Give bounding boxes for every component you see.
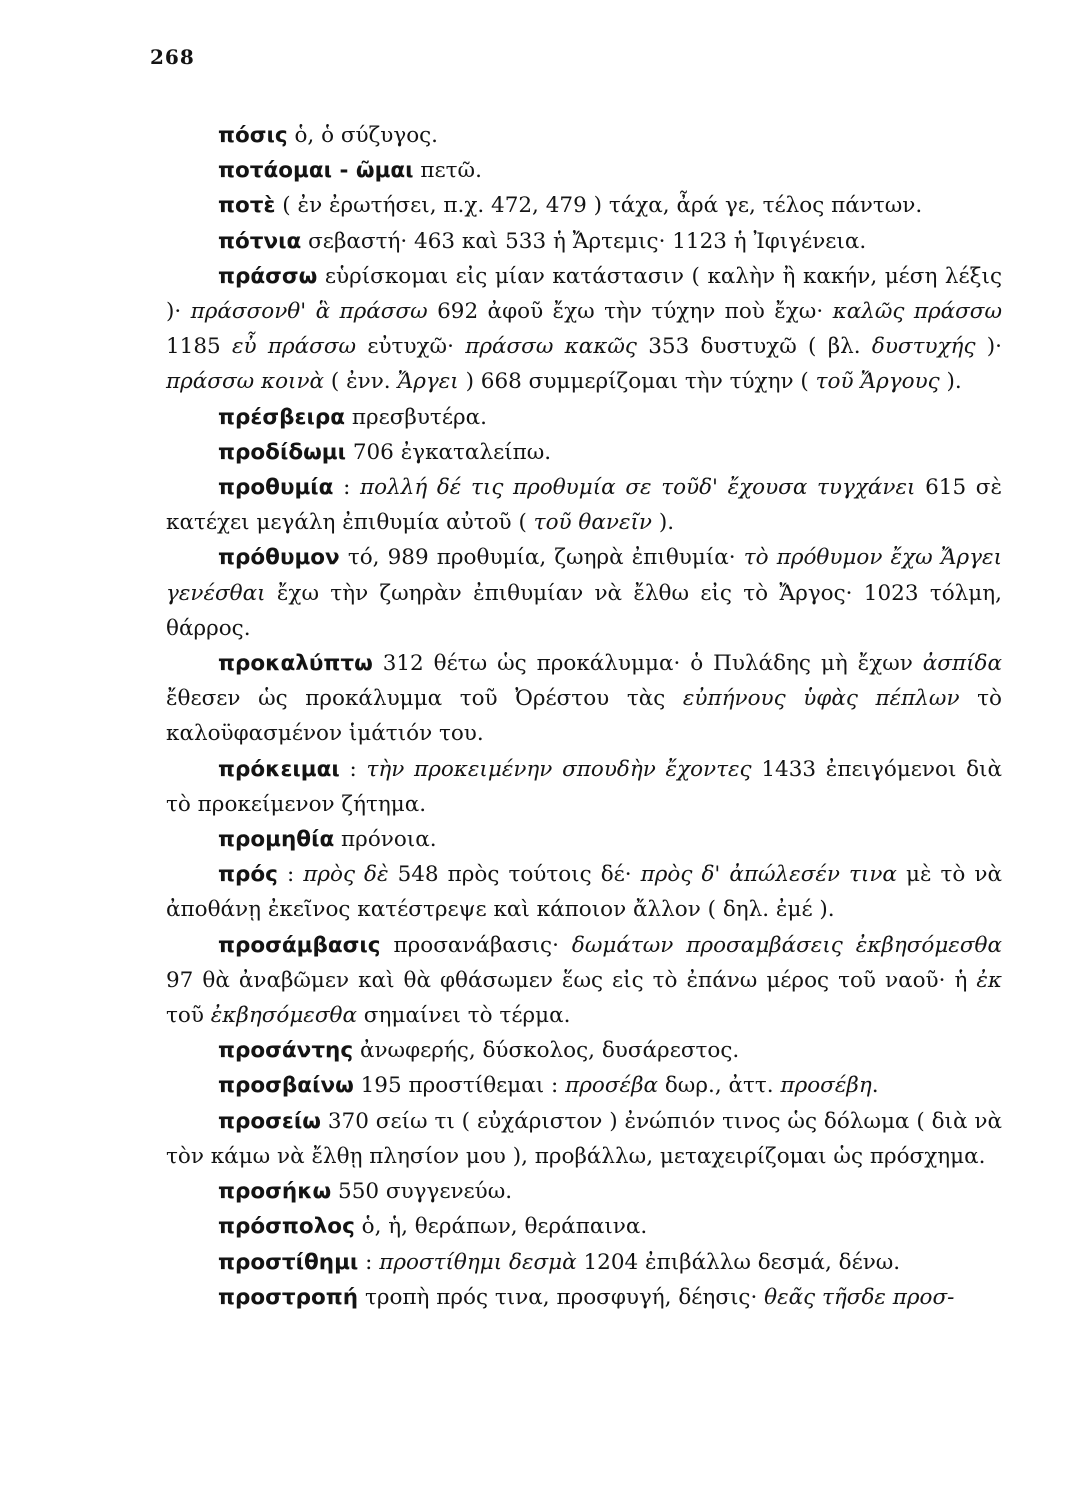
entry-italic-text: δωμάτων προσαμβάσεις ἐκβησόμεσθα: [571, 932, 1002, 958]
entry-italic-text: προσέβη: [780, 1073, 872, 1099]
entry-text: :: [277, 862, 304, 888]
dictionary-entry: [166, 188, 1002, 223]
entry-italic-text: προσέβα: [565, 1073, 659, 1099]
dictionary-entry: [166, 1068, 1002, 1103]
entry-text: 1204 ἐπιβάλλω δεσμά, δένω.: [576, 1249, 901, 1275]
entry-text: ἔχω τὴν ζωηρὰν ἐπιθυμίαν νὰ ἔλθω εἰς τὸ Ἄργος· 1023 τόλμη, θάρρος.: [166, 580, 1002, 641]
entry-text: 1433 ἐπειγόμενοι διὰ τὸ προκείμενον ζήτημα.: [166, 756, 1002, 817]
entry-italic-text: τὴν προκειμένην σπουδὴν ἔχοντες: [366, 756, 752, 782]
entry-text: :: [358, 1249, 380, 1275]
entry-text: προσανάβασις·: [380, 932, 572, 958]
entry-italic-text: Ἄργει: [397, 369, 459, 395]
entry-headword: προστίθημι: [218, 1249, 359, 1275]
entry-italic-text: πολλή δέ τις προθυμία σε τοῦδ' ἔχουσα τυγχάνει: [360, 475, 916, 501]
entry-italic-text: πρὸς δὲ: [303, 862, 389, 888]
entry-headword: πόσις: [218, 123, 288, 148]
entry-text: ὁ, ὁ σύζυγος.: [287, 123, 439, 148]
dictionary-entry: [166, 400, 1002, 435]
entry-headword: ποτὲ: [218, 193, 276, 219]
dictionary-entry: [166, 752, 1002, 822]
entry-italic-text: τοῦ Ἄργους: [815, 369, 940, 395]
entry-italic-text: προστίθημι δεσμὰ: [379, 1249, 577, 1275]
dictionary-entry: [166, 1245, 1002, 1280]
entry-italic-text: πράσσω κοινὰ: [166, 369, 325, 395]
entry-headword: προσάντης: [218, 1038, 354, 1064]
entry-text: τὸ καλοϋφασμένον ἱμάτιόν του.: [166, 686, 1002, 747]
entry-text: 1185: [166, 334, 232, 360]
entry-text: 353 δυστυχῶ ( βλ.: [636, 334, 872, 360]
dictionary-entry: [166, 1033, 1002, 1068]
entry-text: ἀνωφερής, δύσκολος, δυσάρεστος.: [353, 1038, 740, 1064]
entry-text: εὑρίσκομαι εἰς μίαν κατάστασιν ( καλὴν ἢ κακήν, μέση λέξις )·: [166, 263, 1002, 325]
entry-italic-text: καλῶς πράσσω: [832, 299, 1002, 325]
page-number: 268: [150, 45, 195, 69]
dictionary-entry: [166, 646, 1002, 752]
dictionary-entry: [166, 259, 1002, 400]
entry-italic-text: ἀσπίδα: [922, 651, 1002, 677]
entry-italic-text: ἐκβησόμεσθα: [210, 1003, 357, 1029]
dictionary-entry: [166, 153, 1002, 188]
dictionary-entry: [166, 118, 1002, 153]
entry-headword: προσείω: [218, 1108, 321, 1134]
entry-italic-text: πράσσονθ' ἃ πράσσω: [190, 299, 428, 325]
entry-headword: προσβαίνω: [218, 1073, 354, 1099]
entry-headword: προκαλύπτω: [218, 651, 373, 677]
dictionary-entry: [166, 540, 1002, 646]
dictionary-entry: [166, 1104, 1002, 1174]
entry-headword: πότνια: [218, 228, 302, 254]
entry-text: 692 ἀφοῦ ἔχω τὴν τύχην ποὺ ἔχω·: [427, 299, 833, 325]
entry-italic-text: πρὸς δ' ἀπώλεσέν τινα: [640, 862, 897, 888]
entry-text: 550 συγγενεύω.: [331, 1179, 513, 1205]
entry-text: ).: [652, 510, 675, 536]
entry-italic-text: δυστυχής: [871, 334, 976, 360]
dictionary-entry: [166, 1174, 1002, 1209]
entry-headword: πρός: [218, 862, 278, 888]
entry-headword: πρέσβειρα: [218, 404, 346, 430]
entry-text: πετῶ.: [413, 158, 482, 184]
entry-text: :: [339, 756, 367, 782]
dictionary-entry: [166, 1280, 1002, 1315]
entry-text: τροπὴ πρός τινα, προσφυγή, δέησις·: [358, 1284, 765, 1310]
entry-headword: πρόθυμον: [218, 545, 340, 571]
entry-italic-text: πράσσω κακῶς: [465, 334, 637, 360]
dictionary-entries: [166, 118, 1002, 1315]
dictionary-entry: [166, 224, 1002, 259]
dictionary-entry: [166, 857, 1002, 927]
entry-text: ( ἐνν.: [324, 369, 398, 395]
dictionary-entry: [166, 470, 1002, 540]
entry-text: ( ἐν ἐρωτήσει, π.χ. 472, 479 ) τάχα, ἆρά γε, τέλος πάντων.: [275, 193, 923, 219]
entry-italic-text: τοῦ θανεῖν: [533, 510, 652, 536]
dictionary-entry: [166, 435, 1002, 470]
dictionary-entry: [166, 822, 1002, 857]
entry-headword: πρόσπολος: [218, 1214, 355, 1240]
entry-headword: πρόκειμαι: [218, 756, 340, 782]
entry-text: ὁ, ἡ, θεράπων, θεράπαινα.: [354, 1214, 648, 1240]
entry-text: 615 σὲ κατέχει μεγάλη ἐπιθυμία αὐτοῦ (: [166, 475, 1002, 536]
entry-text: )·: [975, 334, 1002, 360]
entry-text: 97 θὰ ἀναβῶμεν καὶ θὰ φθάσωμεν ἕως εἰς τὸ ἐπάνω μέρος τοῦ ναοῦ· ἡ: [166, 967, 977, 993]
entry-text: ) 668 συμμερίζομαι τὴν τύχην (: [458, 369, 816, 395]
entry-text: πρόνοια.: [334, 827, 437, 853]
entry-text: 195 προστίθεμαι :: [353, 1073, 566, 1099]
entry-text: ).: [939, 369, 962, 395]
entry-italic-text: ἐκ: [976, 967, 1002, 993]
entry-text: εὐτυχῶ·: [356, 334, 466, 360]
entry-text: 312 θέτω ὡς προκάλυμμα· ὁ Πυλάδης μὴ ἔχων: [372, 651, 923, 677]
entry-headword: προθυμία: [218, 475, 334, 501]
entry-headword: προσάμβασις: [218, 932, 381, 958]
entry-text: πρεσβυτέρα.: [345, 404, 487, 430]
entry-italic-text: εὐπήνους ὑφὰς πέπλων: [682, 686, 960, 712]
entry-text: σεβαστή· 463 καὶ 533 ἡ Ἄρτεμις· 1123 ἡ Ἰφιγένεια.: [301, 228, 867, 254]
entry-text: δωρ., ἀττ.: [658, 1073, 781, 1099]
entry-text: :: [333, 475, 360, 501]
entry-headword: προστροπή: [218, 1284, 359, 1310]
dictionary-entry: [166, 928, 1002, 1034]
entry-headword: προμηθία: [218, 827, 335, 853]
entry-italic-text: τὸ πρόθυμον ἔχω Ἄργει γενέσθαι: [166, 545, 1002, 606]
entry-text: ἔθεσεν ὡς προκάλυμμα τοῦ Ὀρέστου τὰς: [166, 686, 683, 712]
entry-text: 548 πρὸς τούτοις δέ·: [388, 862, 641, 888]
entry-text: 706 ἐγκαταλείπω.: [345, 439, 552, 465]
entry-headword: πράσσω: [218, 263, 318, 289]
entry-text: .: [871, 1073, 879, 1099]
entry-text: μὲ τὸ νὰ ἀποθάνῃ ἐκεῖνος κατέστρεψε καὶ κάποιον ἄλλον ( δηλ. ἐμέ ).: [166, 862, 1002, 923]
entry-text: τοῦ: [166, 1003, 211, 1029]
entry-italic-text: θεᾶς τῆσδε προσ-: [764, 1284, 955, 1310]
entry-text: τό, 989 προθυμία, ζωηρὰ ἐπιθυμία·: [339, 545, 744, 571]
entry-text: σημαίνει τὸ τέρμα.: [356, 1003, 571, 1029]
dictionary-entry: [166, 1209, 1002, 1244]
entry-headword: προδίδωμι: [218, 439, 346, 465]
entry-headword: προσήκω: [218, 1179, 332, 1205]
entry-italic-text: εὖ πράσσω: [232, 334, 357, 360]
entry-text: 370 σείω τι ( εὐχάριστον ) ἐνώπιόν τινος ὡς δόλωμα ( διὰ νὰ τὸν κάμω νὰ ἔλθῃ πλησίον μου ), προβάλλω, μεταχειρίζομαι ὡς πρόσχημα.: [166, 1108, 1002, 1169]
entry-headword: ποτάομαι - ῶμαι: [218, 158, 414, 184]
